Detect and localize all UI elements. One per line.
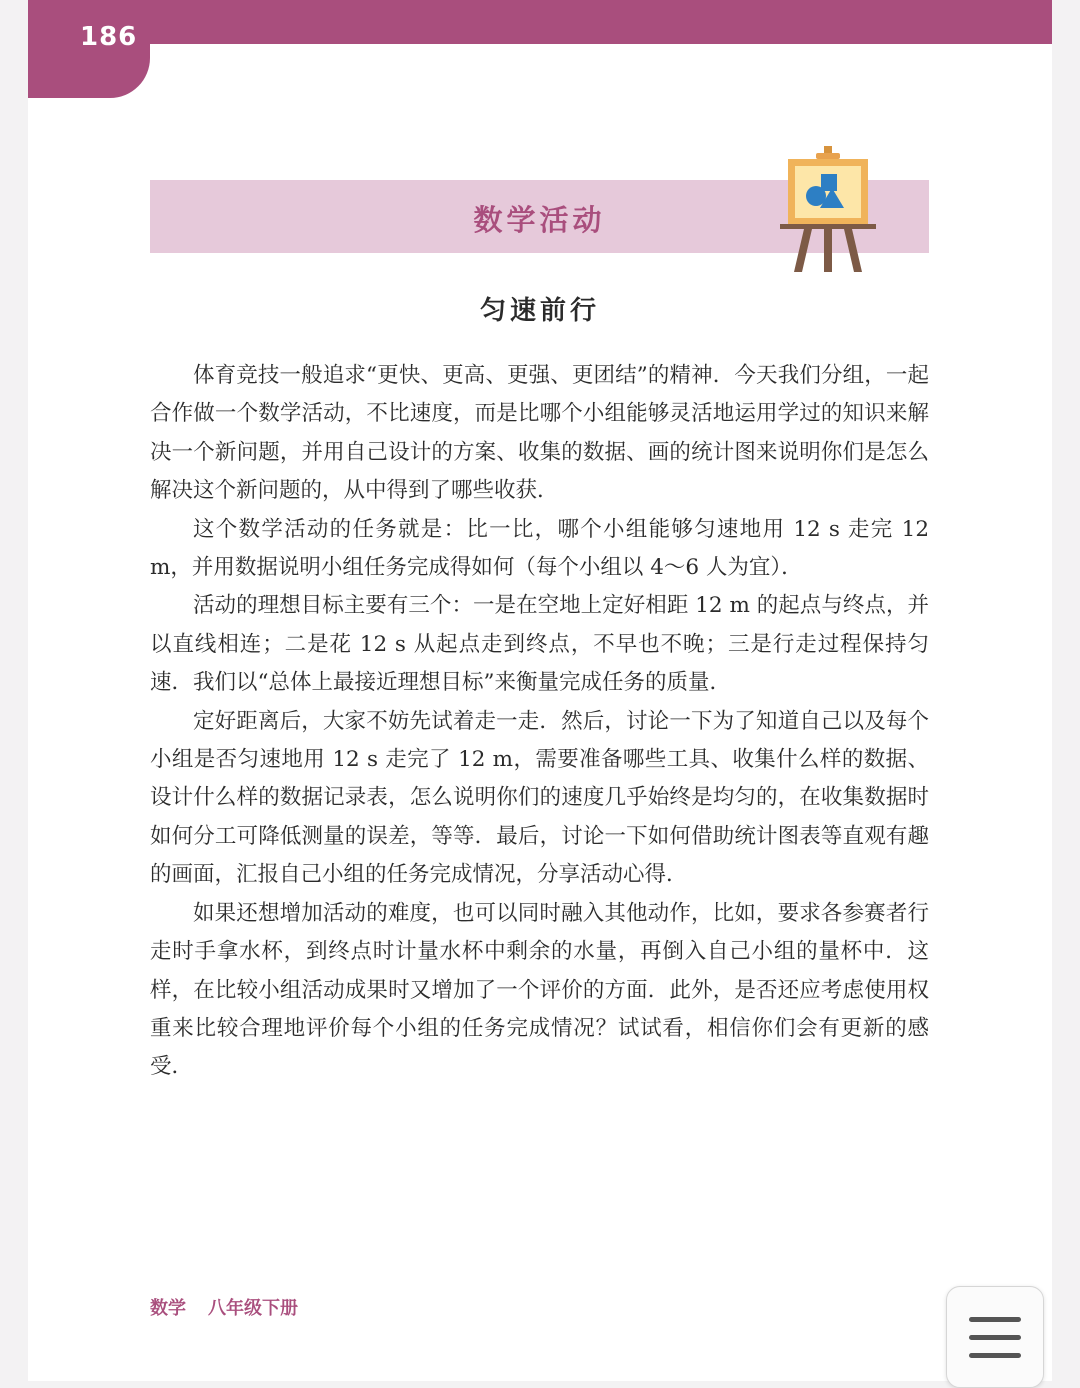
paragraph: 定好距离后，大家不妨先试着走一走．然后，讨论一下为了知道自己以及每个小组是否匀速地用 12 s 走完了 12 m，需要准备哪些工具、收集什么样的数据、设计什么样的数据记录表，怎么说明你们的速度几乎始终是均匀的，在收集数据时如何分工可降低测量的误差，等等．最后，讨论一下如何借助统计图表等直观有趣的画面，汇报自己小组的任务完成情况，分享活动心得．: [150, 708, 929, 888]
menu-button[interactable]: [946, 1286, 1044, 1388]
body-text: [150, 357, 929, 1087]
paragraph: 如果还想增加活动的难度，也可以同时融入其他动作，比如，要求各参赛者行走时手拿水杯，到终点时计量水杯中剩余的水量，再倒入自己小组的量杯中．这样，在比较小组活动成果时又增加了一个评价的方面．此外，是否还应考虑使用权重来比较合理地评价每个小组的任务完成情况？试试看，相信你们会有更新的感受．: [150, 900, 929, 1080]
footer-subject: 数学: [150, 1298, 186, 1319]
paragraph: 活动的理想目标主要有三个：一是在空地上定好相距 12 m 的起点与终点，并以直线相连；二是花 12 s 从起点走到终点，不早也不晚；三是行走过程保持匀速．我们以“总体上最接近理想目标”来衡量完成任务的质量．: [150, 593, 929, 696]
header-band: [28, 0, 1052, 44]
section-title: 数学活动: [473, 203, 606, 237]
footer-grade: 八年级下册: [208, 1298, 298, 1319]
paragraph: 体育竞技一般追求“更快、更高、更强、更团结”的精神．今天我们分组，一起合作做一个数学活动，不比速度，而是比哪个小组能够灵活地运用学过的知识来解决一个新问题，并用自己设计的方案、收集的数据、画的统计图来说明你们是怎么解决这个新问题的，从中得到了哪些收获．: [150, 363, 929, 504]
paragraph: 这个数学活动的任务就是：比一比，哪个小组能够匀速地用 12 s 走完 12 m，并用数据说明小组任务完成得如何（每个小组以 4～6 人为宜）．: [150, 516, 929, 581]
page-footer: [150, 1294, 298, 1320]
activity-title: 匀速前行: [479, 296, 600, 326]
easel-icon: [776, 144, 880, 276]
page-number: 186: [80, 22, 138, 52]
